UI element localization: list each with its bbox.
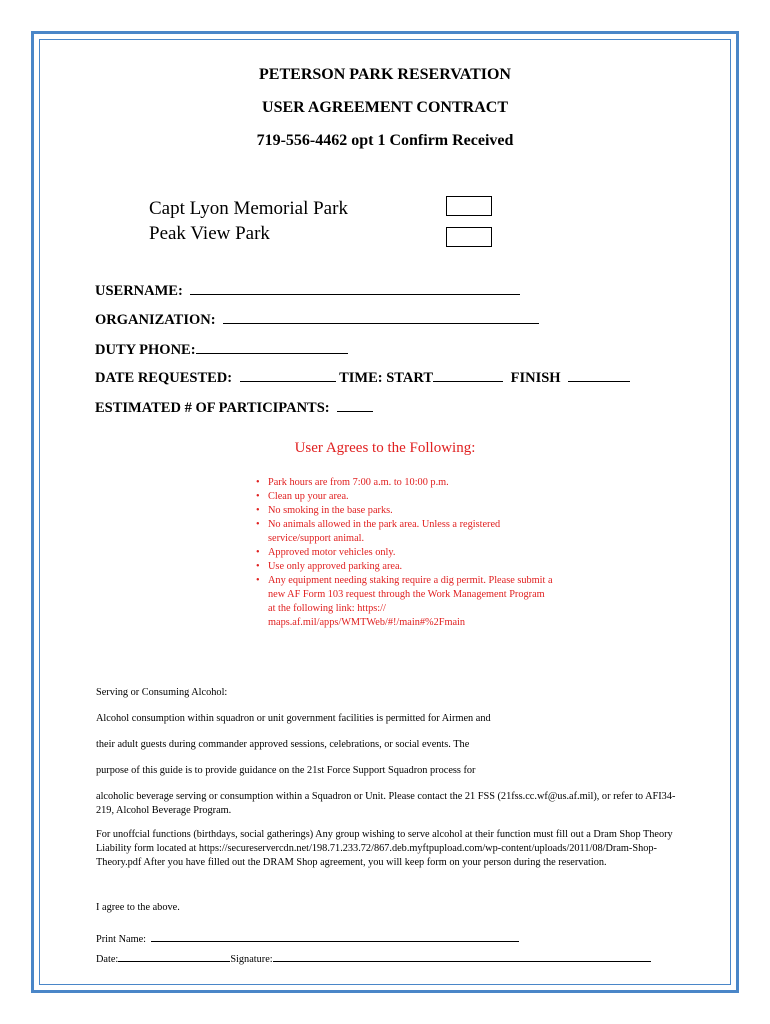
print-name-label: Print Name: — [96, 934, 147, 945]
park-option-capt-lyon-label: Capt Lyon Memorial Park — [149, 198, 348, 219]
alcohol-paragraph-line: their adult guests during commander approved sessions, celebrations, or social events. The — [96, 739, 470, 750]
form-title: PETERSON PARK RESERVATION — [259, 66, 511, 83]
organization-label: ORGANIZATION: — [95, 312, 216, 328]
date-requested-label: DATE REQUESTED: — [95, 370, 233, 386]
park-checkbox-peak-view[interactable] — [446, 227, 492, 247]
dram-shop-paragraph: For unoffcial functions (birthdays, social gatherings) Any group wishing to serve alcohol at their function must fill out a Dram Shop Theory Liability form located at https://secureservercdn.net/198.71.233.72/867.deb.myftpupload.com/wp-content/uploads/2011/08/Dram-Shop-Theory.pdf After you have filled out the DRAM Shop agreement, you will keep form on your person during the reservation. — [96, 829, 673, 868]
bullet-icon: • — [256, 519, 260, 530]
rule-item: • No animals allowed in the park area. Unless a registered service/support animal. — [256, 519, 501, 544]
participants-field[interactable] — [337, 397, 373, 412]
bullet-icon: • — [256, 561, 260, 572]
finish-field[interactable] — [568, 367, 630, 382]
rule-item: • Approved motor vehicles only. — [256, 547, 396, 558]
signature-label: Signature: — [230, 954, 273, 965]
park-checkbox-capt-lyon[interactable] — [446, 196, 492, 216]
date-field[interactable] — [118, 950, 230, 962]
participants-row — [95, 397, 373, 417]
username-label: USERNAME: — [95, 283, 183, 299]
organization-field[interactable] — [223, 309, 539, 324]
signature-field[interactable] — [273, 950, 651, 962]
bullet-icon: • — [256, 547, 260, 558]
alcohol-heading: Serving or Consuming Alcohol: — [96, 687, 228, 698]
finish-label: FINISH — [510, 370, 561, 386]
print-name-field[interactable] — [151, 930, 519, 942]
rule-item: • Use only approved parking area. — [256, 561, 403, 572]
bullet-icon: • — [256, 575, 260, 586]
duty-phone-label: DUTY PHONE: — [95, 342, 196, 358]
bullet-icon: • — [256, 491, 260, 502]
username-row — [95, 280, 520, 300]
date-requested-field[interactable] — [240, 367, 336, 382]
duty-phone-field[interactable] — [196, 339, 348, 354]
rule-item: • Park hours are from 7:00 a.m. to 10:00 p.m. — [256, 477, 449, 488]
alcohol-paragraph-line: purpose of this guide is to provide guidance on the 21st Force Support Squadron process for — [96, 765, 476, 776]
rule-item: • No smoking in the base parks. — [256, 505, 393, 516]
agreement-heading: User Agrees to the Following: — [294, 440, 476, 456]
bullet-icon: • — [256, 505, 260, 516]
phone-confirm-line: 719-556-4462 opt 1 Confirm Received — [256, 132, 514, 149]
participants-label: ESTIMATED # OF PARTICIPANTS: — [95, 400, 330, 416]
park-option-peak-view-label: Peak View Park — [149, 223, 270, 244]
bullet-icon: • — [256, 477, 260, 488]
date-signature-row — [96, 950, 651, 965]
rule-item: • Clean up your area. — [256, 491, 349, 502]
duty-phone-row — [95, 339, 348, 359]
alcohol-paragraph-line: Alcohol consumption within squadron or unit government facilities is permitted for Airmen and — [96, 713, 491, 724]
date-time-row — [95, 367, 630, 387]
time-start-field[interactable] — [433, 367, 503, 382]
username-field[interactable] — [190, 280, 520, 295]
agree-statement: I agree to the above. — [96, 902, 180, 913]
rule-item: • Any equipment needing staking require a dig permit. Please submit a new AF Form 103 request through the Work Management Program at the following link: https:// maps.af.mil/apps/WMTWeb/#!/main#%2Fmain — [256, 575, 553, 628]
agreement-rules-list — [254, 476, 554, 630]
organization-row — [95, 309, 539, 329]
print-name-row — [96, 930, 519, 945]
date-label: Date: — [96, 954, 119, 965]
form-subtitle: USER AGREEMENT CONTRACT — [262, 99, 508, 116]
time-start-label: TIME: START — [339, 370, 433, 386]
alcohol-paragraph-line: alcoholic beverage serving or consumption within a Squadron or Unit. Please contact the 21 FSS (21fss.cc.wf@us.af.mil), or refer to AFI34-219, Alcohol Beverage Program. — [96, 791, 676, 816]
